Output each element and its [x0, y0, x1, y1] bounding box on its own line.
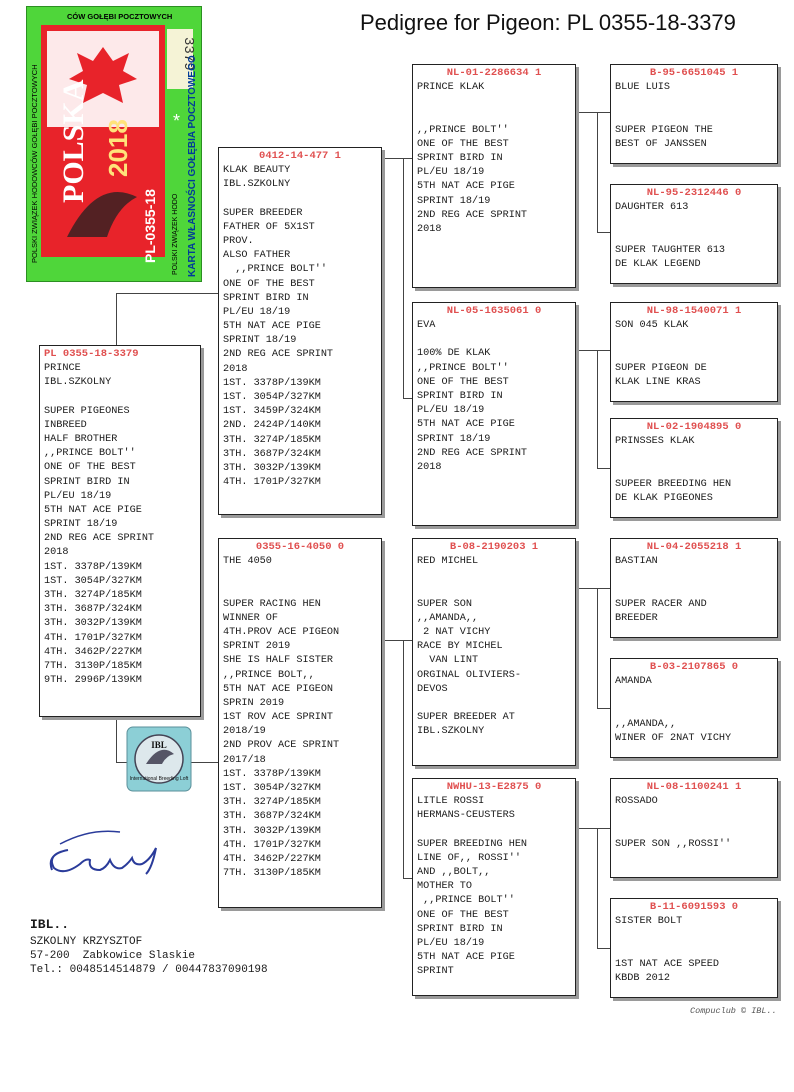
note-line: [615, 943, 773, 957]
pigeon-notes: [615, 81, 773, 152]
note-line: LINE OF,, ROSSI'': [417, 852, 521, 864]
note-line: VAN LINT: [417, 655, 479, 667]
note-line: SUPER SON: [417, 598, 473, 610]
note-line: [615, 229, 773, 243]
note-line: ,,PRINCE BOLT'': [417, 124, 509, 136]
note-line: [615, 449, 773, 463]
ring-number: B-03-2107865 0: [649, 661, 739, 673]
connector: [577, 588, 597, 589]
ring-number: 0412-14-477 1: [259, 150, 341, 162]
connector: [383, 158, 403, 159]
note-line: 4TH. 1701P/327KM: [223, 477, 321, 489]
note-line: 3TH. 3032P/139KM: [44, 618, 142, 630]
note-line: 2ND REG ACE SPRINT: [417, 447, 528, 459]
note-line: RACE BY MICHEL: [417, 641, 503, 653]
note-line: [223, 583, 377, 597]
note-line: 1ST. 3054P/327KM: [223, 392, 321, 403]
connector: [577, 350, 597, 351]
page-title: Pedigree for Pigeon: PL 0355-18-3379: [360, 10, 736, 35]
note-line: EVA: [417, 320, 436, 331]
sire-sire-box: [412, 64, 576, 288]
note-line: SPRINT 2019: [223, 641, 291, 653]
connector: [577, 112, 597, 113]
note-line: [615, 583, 773, 597]
note-line: PL/EU 18/19: [417, 167, 485, 179]
note-line: SUPER TAUGHTER 613: [615, 244, 726, 256]
connector: [597, 350, 598, 468]
note-line: PL/EU 18/19: [417, 937, 485, 949]
note-line: 5TH NAT ACE PIGE: [44, 504, 142, 516]
signature: [40, 820, 200, 895]
note-line: ROSSADO: [615, 796, 658, 807]
note-line: AND ,,BOLT,,: [417, 866, 491, 878]
note-line: [615, 109, 773, 123]
note-line: WINNER OF: [223, 612, 279, 624]
note-line: ORGINAL OLIVIERS-: [417, 669, 521, 681]
connector: [116, 293, 117, 345]
pigeon-notes: [417, 319, 571, 475]
note-line: 1ST ROV ACE SPRINT: [223, 712, 334, 724]
note-line: 5TH NAT ACE PIGE: [417, 952, 515, 964]
dam-dam-sire-box: [610, 778, 778, 878]
pigeon-notes: [223, 164, 377, 490]
pigeon-notes: [417, 795, 571, 979]
note-line: SUPER SON ,,ROSSI'': [615, 838, 732, 850]
note-line: SUPER BREEDING HEN: [417, 838, 528, 850]
note-line: ONE OF THE BEST: [417, 909, 509, 921]
note-line: [615, 689, 773, 703]
note-line: [223, 192, 377, 206]
card-ring: PL-0355-18: [142, 189, 158, 263]
note-line: SUPER RACING HEN: [223, 598, 321, 610]
note-line: 2018: [223, 363, 248, 375]
note-line: 1ST. 3378P/139KM: [44, 561, 142, 573]
note-line: 1ST. 3054P/327KM: [223, 783, 321, 794]
note-line: 1ST. 3378P/139KM: [223, 768, 321, 780]
note-line: 3TH. 3687P/324KM: [223, 448, 321, 460]
note-line: ALSO FATHER: [223, 250, 291, 262]
pigeon-notes: [223, 555, 377, 881]
note-line: ONE OF THE BEST: [223, 278, 315, 290]
breeder-line: SZKOLNY KRZYSZTOF: [30, 936, 143, 948]
note-line: [615, 569, 773, 583]
note-line: 2018: [417, 461, 442, 473]
pigeon-notes: [615, 555, 773, 626]
dam-sire-box: [412, 538, 576, 766]
note-line: 2ND REG ACE SPRINT: [417, 209, 528, 221]
connector: [597, 588, 598, 708]
note-line: IBL.SZKOLNY: [223, 179, 291, 191]
note-line: 100% DE KLAK: [417, 348, 491, 360]
note-line: 3TH. 3687P/324KM: [44, 604, 142, 616]
note-line: SPRINT 18/19: [417, 195, 491, 207]
note-line: 7TH. 3130P/185KM: [223, 868, 321, 880]
note-line: THE 4050: [223, 556, 272, 567]
note-line: DE KLAK PIGEONES: [615, 492, 713, 504]
note-line: KLAK BEAUTY: [223, 165, 291, 176]
dam-dam-box: [412, 778, 576, 996]
note-line: [615, 809, 773, 823]
connector: [116, 716, 117, 762]
note-line: ,,PRINCE BOLT'': [44, 448, 136, 460]
connector: [383, 640, 403, 641]
pigeon-notes: [615, 915, 773, 986]
note-line: [417, 697, 571, 711]
logo-text: IBL: [151, 740, 167, 750]
note-line: FATHER OF 5X1ST: [223, 221, 315, 233]
subject-pigeon-box: [39, 345, 201, 717]
note-line: ONE OF THE BEST: [44, 462, 136, 474]
sire-dam-dam-box: [610, 418, 778, 518]
note-line: ,,AMANDA,,: [615, 718, 677, 730]
note-line: 5TH NAT ACE PIGE: [417, 181, 515, 193]
note-line: [417, 569, 571, 583]
breeder-line: 57-200 Zabkowice Slaskie: [30, 950, 196, 962]
note-line: 2ND PROV ACE SPRINT: [223, 740, 340, 752]
note-line: [417, 109, 571, 123]
note-line: 3TH. 3274P/185KM: [44, 590, 142, 601]
ring-number: PL 0355-18-3379: [44, 348, 139, 360]
note-line: BLUE LUIS: [615, 82, 671, 93]
note-line: 2 NAT VICHY: [417, 626, 491, 638]
note-line: AMANDA: [615, 676, 652, 687]
pigeon-notes: [615, 795, 773, 852]
connector: [116, 293, 220, 294]
breeder-line: Tel.: 0048514514879 / 00447837090198: [30, 964, 268, 976]
note-line: SUPER BREEDER: [223, 207, 303, 219]
note-line: 3TH. 3032P/139KM: [223, 825, 321, 837]
note-line: 3TH. 3274P/185KM: [223, 797, 321, 809]
note-line: 9TH. 2996P/139KM: [44, 675, 142, 687]
note-line: [417, 823, 571, 837]
note-line: [615, 823, 773, 837]
dam-dam-dam-box: [610, 898, 778, 998]
note-line: BREEDER: [615, 612, 658, 624]
note-line: [615, 929, 773, 943]
note-line: ONE OF THE BEST: [417, 138, 509, 150]
connector: [403, 158, 404, 398]
pigeon-notes: [417, 555, 571, 739]
card-star: *: [173, 111, 181, 131]
dam-sire-dam-box: [610, 658, 778, 758]
note-line: 5TH NAT ACE PIGEON: [223, 683, 334, 695]
card-left-text: POLSKI ZWIĄZEK HODOWCÓW GOŁĘBI POCZTOWYCH: [30, 64, 39, 263]
note-line: [615, 703, 773, 717]
note-line: 4TH. 3462P/227KM: [223, 853, 321, 865]
breeder-name: IBL..: [30, 917, 70, 932]
card-right-text: KARTA WŁASNOŚCI GOŁĘBIA POCZTOWEGO: [187, 55, 198, 277]
note-line: 2ND REG ACE SPRINT: [223, 349, 334, 361]
note-line: PRINSSES KLAK: [615, 436, 695, 447]
sire-box: [218, 147, 382, 515]
ring-number: NL-95-2312446 0: [646, 187, 742, 199]
note-line: WINER OF 2NAT VICHY: [615, 732, 732, 744]
note-line: SUPEER BREEDING HEN: [615, 478, 732, 490]
note-line: SUPER PIGEON DE: [615, 362, 707, 374]
note-line: [615, 215, 773, 229]
note-line: [615, 95, 773, 109]
note-line: 4TH. 1701P/327KM: [223, 839, 321, 851]
note-line: MOTHER TO: [417, 881, 473, 893]
note-line: 2018/19: [223, 726, 266, 738]
sire-sire-sire-box: [610, 64, 778, 164]
connector: [403, 640, 404, 878]
note-line: [615, 347, 773, 361]
note-line: DEVOS: [417, 683, 448, 695]
ring-number: NL-04-2055218 1: [646, 541, 742, 553]
note-line: [417, 333, 571, 347]
note-line: SPRINT BIRD IN: [223, 292, 309, 304]
note-line: SPRINT: [417, 966, 454, 978]
note-line: DE KLAK LEGEND: [615, 258, 701, 270]
sire-dam-box: [412, 302, 576, 526]
ring-number: B-11-6091593 0: [649, 901, 739, 913]
note-line: KBDB 2012: [615, 972, 671, 984]
note-line: 1ST NAT ACE SPEED: [615, 958, 719, 970]
note-line: PRINCE KLAK: [417, 82, 485, 93]
note-line: PL/EU 18/19: [44, 490, 112, 502]
note-line: SPRINT 18/19: [223, 335, 297, 347]
note-line: SPRINT 18/19: [44, 519, 118, 531]
note-line: [615, 463, 773, 477]
note-line: SUPER PIGEONES: [44, 405, 130, 417]
ring-number: NWHU-13-E2875 0: [446, 781, 542, 793]
note-line: PROV.: [223, 235, 254, 247]
note-line: SUPER RACER AND: [615, 598, 707, 610]
connector: [597, 828, 598, 948]
pigeon-notes: [417, 81, 571, 237]
ring-number: NL-98-1540071 1: [646, 305, 742, 317]
note-line: SPRINT BIRD IN: [417, 923, 503, 935]
note-line: 2017/18: [223, 754, 266, 766]
note-line: RED MICHEL: [417, 556, 479, 567]
note-line: 7TH. 3130P/185KM: [44, 660, 142, 672]
note-line: 5TH NAT ACE PIGE: [223, 321, 321, 333]
note-line: [417, 95, 571, 109]
note-line: LITLE ROSSI: [417, 796, 485, 807]
note-line: 3TH. 3687P/324KM: [223, 811, 321, 823]
note-line: [615, 333, 773, 347]
note-line: SON 045 KLAK: [615, 320, 689, 331]
note-line: 4TH. 1701P/327KM: [44, 632, 142, 644]
note-line: PL/EU 18/19: [417, 405, 485, 417]
note-line: 3TH. 3032P/139KM: [223, 462, 321, 474]
ibl-logo: [126, 726, 192, 792]
note-line: SPRIN 2019: [223, 697, 285, 709]
note-line: SPRINT BIRD IN: [417, 390, 503, 402]
note-line: HERMANS-CEUSTERS: [417, 810, 515, 822]
note-line: 2018: [44, 547, 69, 559]
note-line: HALF BROTHER: [44, 433, 118, 445]
ownership-card-graphic: [27, 7, 201, 281]
card-country: POLSKA: [57, 79, 90, 203]
note-line: 1ST. 3459P/324KM: [223, 406, 321, 418]
dam-box: [218, 538, 382, 908]
connector: [577, 828, 597, 829]
connector: [597, 112, 598, 232]
note-line: SPRINT 18/19: [417, 433, 491, 445]
note-line: INBREED: [44, 419, 87, 431]
note-line: BASTIAN: [615, 556, 658, 567]
sire-dam-sire-box: [610, 302, 778, 402]
note-line: 5TH NAT ACE PIGE: [417, 419, 515, 431]
ring-number: 0355-16-4050 0: [255, 541, 345, 553]
pigeon-notes: [615, 201, 773, 272]
note-line: SUPER BREEDER AT: [417, 712, 515, 724]
card-year: 2018: [103, 119, 133, 177]
note-line: [44, 390, 196, 404]
dam-sire-sire-box: [610, 538, 778, 638]
note-line: PRINCE: [44, 363, 81, 374]
note-line: PL/EU 18/19: [223, 306, 291, 318]
note-line: SPRINT BIRD IN: [44, 476, 130, 488]
note-line: SUPER PIGEON THE: [615, 124, 713, 136]
note-line: 2018: [417, 223, 442, 235]
note-line: IBL.SZKOLNY: [417, 726, 485, 738]
ring-number: NL-05-1635061 0: [446, 305, 542, 317]
pigeon-notes: [615, 675, 773, 746]
card-number: 3379: [180, 37, 196, 71]
note-line: 1ST. 3378P/139KM: [223, 377, 321, 389]
note-line: ,,AMANDA,,: [417, 612, 479, 624]
note-line: [417, 583, 571, 597]
footer-credit: Compuclub © IBL..: [690, 1006, 777, 1016]
note-line: 4TH. 3462P/227KM: [44, 646, 142, 658]
hologram-icon: [126, 726, 192, 792]
note-line: SISTER BOLT: [615, 916, 683, 927]
note-line: 1ST. 3054P/327KM: [44, 575, 142, 587]
note-line: 2ND REG ACE SPRINT: [44, 533, 155, 545]
note-line: 4TH.PROV ACE PIGEON: [223, 626, 340, 638]
note-line: ,,PRINCE BOLT,,: [223, 669, 315, 681]
ring-number: NL-01-2286634 1: [446, 67, 542, 79]
note-line: [223, 569, 377, 583]
card-top-text: CÓW GOŁĘBI POCZTOWYCH: [67, 12, 173, 21]
note-line: IBL.SZKOLNY: [44, 377, 112, 389]
note-line: KLAK LINE KRAS: [615, 376, 701, 388]
note-line: ,,PRINCE BOLT'': [417, 895, 515, 907]
note-line: ONE OF THE BEST: [417, 376, 509, 388]
note-line: SHE IS HALF SISTER: [223, 655, 334, 667]
note-line: SPRINT BIRD IN: [417, 152, 503, 164]
logo-ring-text: International Breeding Loft: [129, 776, 189, 782]
pigeon-notes: [615, 319, 773, 390]
signature-icon: [40, 820, 200, 890]
pigeon-notes: [615, 435, 773, 506]
ring-number: B-95-6651045 1: [649, 67, 739, 79]
card-right-top-text: POLSKI ZWIĄZEK HODO: [172, 193, 179, 275]
note-line: 3TH. 3274P/185KM: [223, 434, 321, 446]
note-line: DAUGHTER 613: [615, 202, 689, 213]
note-line: ,,PRINCE BOLT'': [417, 362, 509, 374]
ring-number: B-08-2190203 1: [449, 541, 539, 553]
pigeon-notes: [44, 362, 196, 688]
note-line: ,,PRINCE BOLT'': [223, 264, 327, 276]
sire-sire-dam-box: [610, 184, 778, 284]
ownership-card: [26, 6, 202, 282]
note-line: 2ND. 2424P/140KM: [223, 420, 321, 432]
breeder-info: [30, 918, 268, 977]
note-line: BEST OF JANSSEN: [615, 138, 707, 150]
ring-number: NL-08-1100241 1: [646, 781, 742, 793]
ring-number: NL-02-1904895 0: [646, 421, 742, 433]
